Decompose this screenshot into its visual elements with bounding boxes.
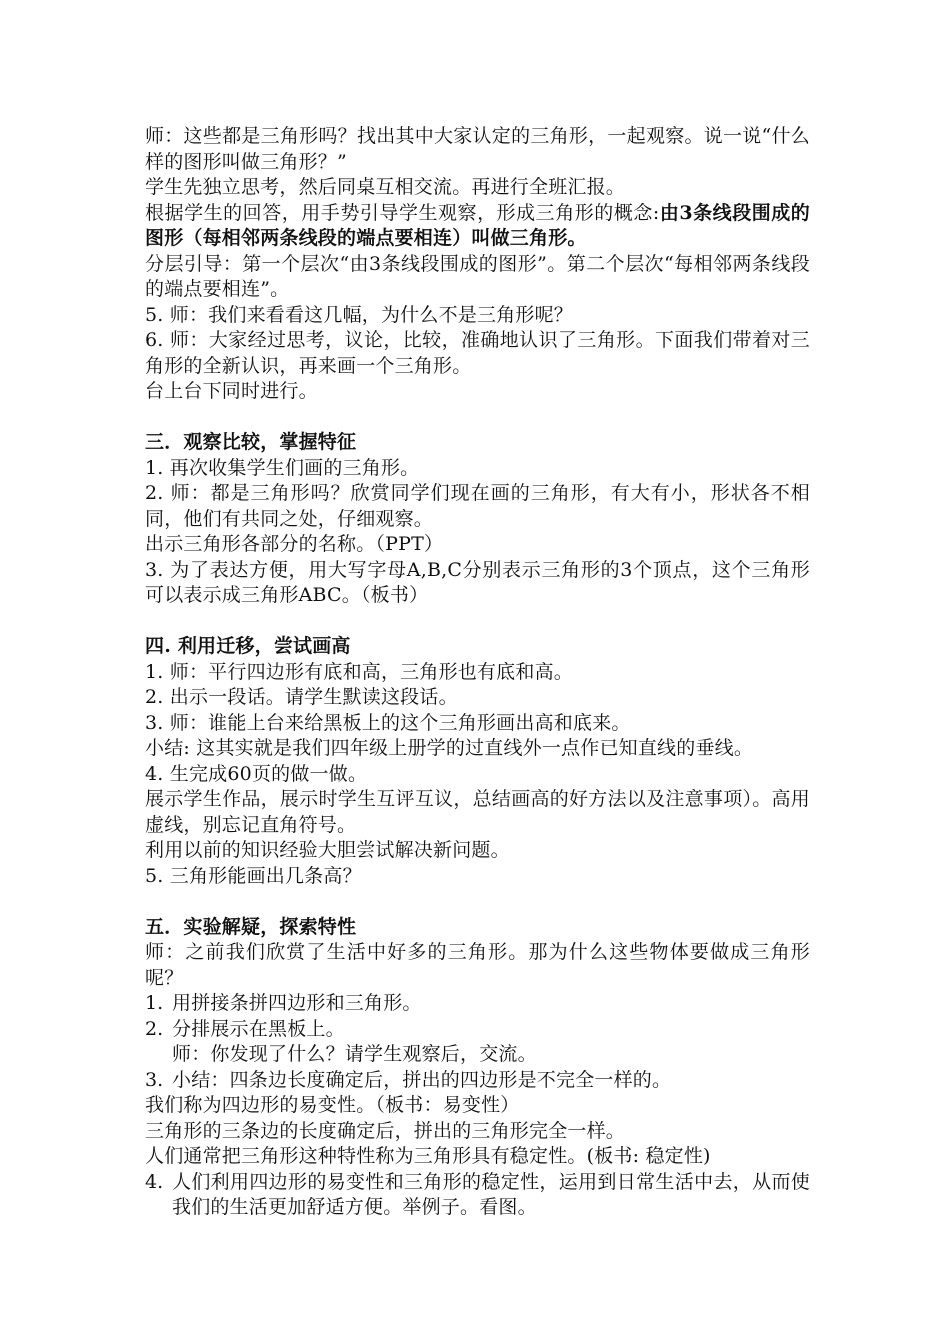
paragraph: 5. 三角形能画出几条高？ (145, 864, 362, 887)
paragraph: 展示学生作品，展示时学生互评互议，总结画高的好方法以及注意事项）。高用虚线，别忘记直角符号。 (145, 788, 810, 836)
list-number: 1. (145, 992, 164, 1014)
list-item (145, 991, 810, 1017)
list-text: 人们利用四边形的易变性和三角形的稳定性，运用到日常生活中去，从而使我们的生活更加舒适方便。举例子。看图。 (172, 1170, 810, 1218)
paragraph: 5. 师：我们来看看这几幅，为什么不是三角形呢？ (145, 303, 573, 326)
paragraph: 小结: 这其实就是我们四年级上册学的过直线外一点作已知直线的垂线。 (145, 737, 754, 759)
paragraph: 6. 师：大家经过思考，议论，比较，准确地认识了三角形。下面我们带着对三角形的全新认识，再来画一个三角形。 (145, 329, 810, 377)
paragraph: 出示三角形各部分的名称。（PPT） (145, 533, 444, 555)
document-page (145, 124, 810, 1221)
list-text: 分排展示在黑板上。 (172, 1017, 345, 1040)
list-text: 用拼接条拼四边形和三角形。 (172, 992, 422, 1014)
paragraph: 3. 为了表达方便，用大写字母A,B,C分别表示三角形的3个顶点，这个三角形可以表示成三角形ABC。（板书） (145, 558, 810, 606)
spacer (145, 889, 810, 915)
paragraph: 我们称为四边形的易变性。（板书：易变性） (145, 1094, 520, 1116)
list-number: 2. (145, 1017, 164, 1040)
paragraph: 师：这些都是三角形吗？找出其中大家认定的三角形，一起观察。说一说“什么样的图形叫做三角形？” (145, 125, 810, 173)
list-subtext: 师：你发现了什么？请学生观察后，交流。 (172, 1043, 537, 1065)
paragraph: 1. 再次收集学生们画的三角形。 (145, 456, 420, 479)
list-text: 小结：四条边长度确定后，拼出的四边形是不完全一样的。 (172, 1068, 672, 1091)
paragraph: 师：之前我们欣赏了生活中好多的三角形。那为什么这些物体要做成三角形呢？ (145, 941, 810, 989)
section-heading: 四. 利用迁移，尝试画高 (145, 635, 351, 657)
section-heading: 三．观察比较，掌握特征 (145, 431, 357, 453)
paragraph-concept (145, 201, 810, 252)
paragraph: 2. 师：都是三角形吗？欣赏同学们现在画的三角形，有大有小，形状各不相同，他们有共同之处，仔细观察。 (145, 482, 810, 530)
list-number: 3. (145, 1068, 164, 1091)
section-heading: 五．实验解疑，探索特性 (145, 915, 357, 938)
paragraph: 1. 师：平行四边形有底和高，三角形也有底和高。 (145, 660, 573, 683)
paragraph: 3. 师：谁能上台来给黑板上的这个三角形画出高和底来。 (145, 711, 631, 734)
spacer (145, 405, 810, 431)
spacer (145, 609, 810, 635)
list-item (145, 1170, 810, 1221)
list-number: 4. (145, 1170, 164, 1193)
paragraph: 利用以前的知识经验大胆尝试解决新问题。 (145, 839, 510, 861)
paragraph: 三角形的三条边的长度确定后，拼出的三角形完全一样。 (145, 1119, 626, 1142)
concept-definition: 由3条线段围成的图形（每相邻两条线段的端点要相连）叫做三角形。 (145, 201, 810, 249)
paragraph: 台上台下同时进行。 (145, 380, 318, 402)
concept-intro: 根据学生的回答，用手势引导学生观察，形成三角形的概念: (145, 201, 660, 224)
list-item (145, 1068, 810, 1094)
paragraph: 人们通常把三角形这种特性称为三角形具有稳定性。(板书: 稳定性) (145, 1145, 711, 1167)
paragraph: 学生先独立思考，然后同桌互相交流。再进行全班汇报。 (145, 176, 626, 198)
paragraph: 4. 生完成60页的做一做。 (145, 762, 368, 785)
paragraph: 2. 出示一段话。请学生默读这段话。 (145, 686, 458, 708)
paragraph: 分层引导：第一个层次“由3条线段围成的图形”。第二个层次“每相邻两条线段的端点要相连”。 (145, 252, 810, 300)
list-item (145, 1017, 810, 1043)
